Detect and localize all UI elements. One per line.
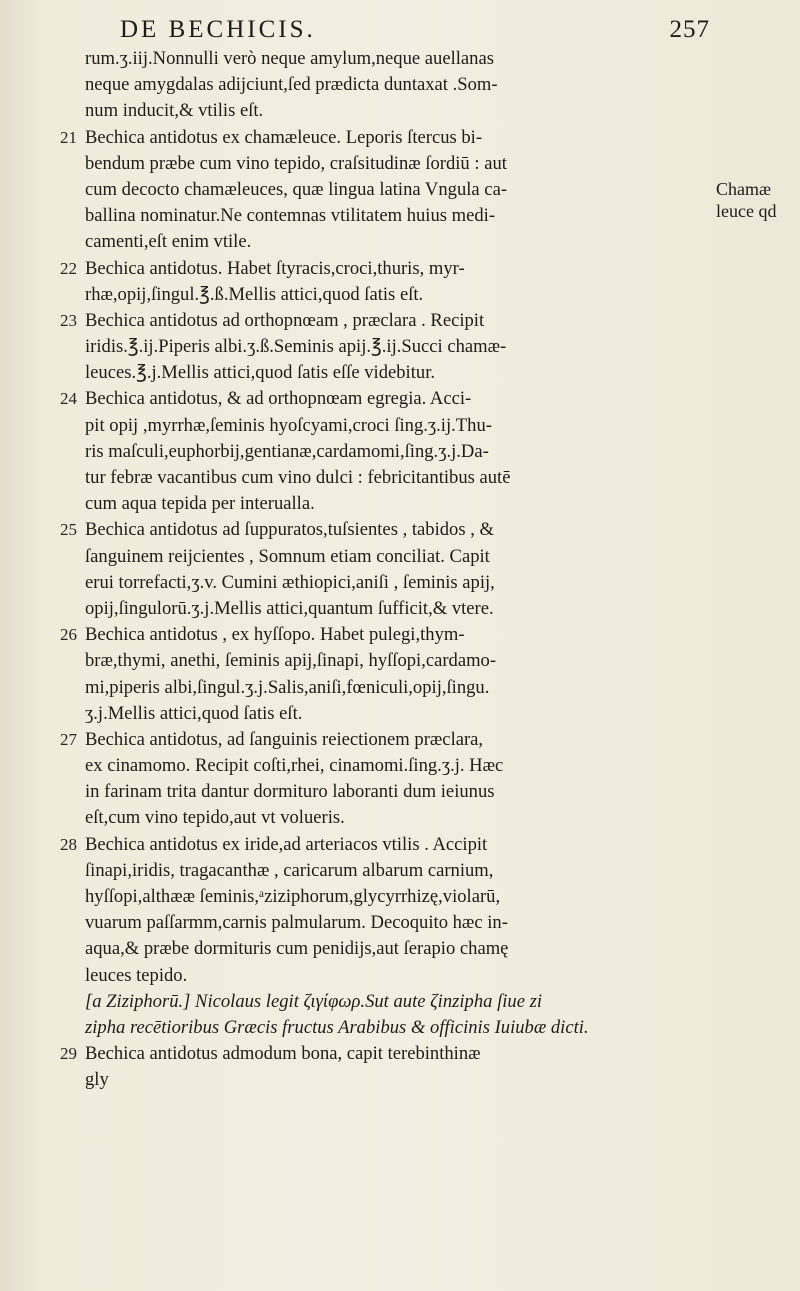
line-text: Bechica antidotus ad orthopnœam , præclara . Recipit <box>85 309 485 331</box>
text-line <box>60 229 710 255</box>
text-line <box>60 805 710 831</box>
text-line <box>60 701 710 727</box>
line-text: Bechica antidotus admodum bona, capit terebinthinæ <box>85 1043 481 1065</box>
line-text: Bechica antidotus ex chamæleuce. Leporis ſtercus bi- <box>85 126 483 148</box>
line-text: ſanguinem reijcientes , Somnum etiam conciliat. Capit <box>85 545 490 567</box>
text-line <box>60 334 710 360</box>
numbered-paragraph-start <box>60 1041 710 1067</box>
text-line <box>60 989 710 1015</box>
paragraph-number: 26 <box>60 625 77 645</box>
paragraph-number: 25 <box>60 520 77 540</box>
numbered-paragraph-start <box>60 256 710 282</box>
line-text: leuces.℥.j.Mellis attici,quod ſatis eſſe videbitur. <box>85 362 436 384</box>
text-line <box>60 963 710 989</box>
line-text: Bechica antidotus. Habet ſtyracis,croci,thuris, myr- <box>85 257 465 279</box>
text-line <box>60 439 710 465</box>
numbered-paragraph-start <box>60 832 710 858</box>
numbered-paragraph-start <box>60 727 710 753</box>
paragraph-number: 28 <box>60 834 77 854</box>
line-text: Bechica antidotus ad ſuppuratos,tuſsientes , tabidos , & <box>85 519 494 541</box>
line-text: Bechica antidotus, ad ſanguinis reiectionem præclara, <box>85 728 484 750</box>
main-text-block <box>60 46 710 1094</box>
line-text: tur febræ vacantibus cum vino dulci : febricitantibus autē <box>85 467 511 488</box>
line-text: neque amygdalas adijciunt,ſed prædicta duntaxat .Som- <box>85 74 498 96</box>
line-text: ex cinamomo. Recipit coſti,rhei, cinamomi.ſing.ʒ.j. Hæc <box>85 755 504 777</box>
text-line <box>60 936 710 962</box>
line-text: rhæ,opij,ſingul.℥.ß.Mellis attici,quod ſatis eſt. <box>85 283 424 305</box>
text-line <box>60 72 710 98</box>
line-text: bendum præbe cum vino tepido, craſsitudinæ ſordiū : aut <box>85 152 507 174</box>
line-text: cum decocto chamæleuces, quæ lingua latina Vngula ca- <box>85 178 508 200</box>
line-text: rum.ʒ.iij.Nonnulli verò neque amylum,neque auellanas <box>85 48 494 69</box>
line-text: ballina nominatur.Ne contemnas vtilitatem huius medi- <box>85 205 496 227</box>
paragraph-number: 21 <box>60 127 77 147</box>
line-text: erui torrefacti,ʒ.v. Cumini æthiopici,aniſi , ſeminis apij, <box>85 571 495 593</box>
line-text: Bechica antidotus, & ad orthopnœam egregia. Acci- <box>85 388 472 410</box>
text-line <box>60 858 710 884</box>
text-line <box>60 46 710 72</box>
text-line <box>60 544 710 570</box>
line-text: in farinam trita dantur dormituro laboranti dum ieiunus <box>85 781 495 803</box>
text-line <box>60 779 710 805</box>
paragraph-number: 22 <box>60 258 77 278</box>
numbered-paragraph-start <box>60 308 710 334</box>
line-text: gly <box>85 1069 109 1091</box>
line-text: aqua,& præbe dormituris cum penidijs,aut ſerapio chamę <box>85 938 509 960</box>
paragraph-number: 27 <box>60 729 77 749</box>
text-line <box>60 648 710 674</box>
marginal-note <box>716 178 796 222</box>
line-text: camenti,eſt enim vtile. <box>85 231 252 253</box>
text-line <box>60 570 710 596</box>
text-line <box>60 282 710 308</box>
line-text: pit opij ,myrrhæ,ſeminis hyoſcyami,croci ſing.ʒ.ij.Thu- <box>85 414 492 436</box>
text-line <box>60 596 710 622</box>
line-text: Bechica antidotus ex iride,ad arteriacos vtilis . Accipit <box>85 833 488 855</box>
text-line <box>60 177 710 203</box>
line-text: hyſſopi,althææ ſeminis,ᵃziziphorum,glycyrrhizę,violarū, <box>85 886 501 907</box>
text-line <box>60 98 710 124</box>
numbered-paragraph-start <box>60 517 710 543</box>
text-line <box>60 360 710 386</box>
line-text: leuces tepido. <box>85 964 188 986</box>
text-line <box>60 1067 710 1093</box>
line-text: bræ,thymi, anethi, ſeminis apij,ſinapi, hyſſopi,cardamo- <box>85 650 497 672</box>
page-number: 257 <box>669 16 710 43</box>
text-line <box>60 203 710 229</box>
numbered-paragraph-start <box>60 125 710 151</box>
paragraph-number: 29 <box>60 1044 77 1064</box>
line-text: ris maſculi,euphorbij,gentianæ,cardamomi,ſing.ʒ.j.Da- <box>85 440 489 462</box>
line-text: zipha recētioribus Græcis fructus Arabibus & officinis Iuiubæ dicti. <box>85 1016 589 1038</box>
paragraph-number: 24 <box>60 389 77 409</box>
line-text: ʒ.j.Mellis attici,quod ſatis eſt. <box>85 702 303 724</box>
numbered-paragraph-start <box>60 386 710 412</box>
text-line <box>60 910 710 936</box>
marginal-note-line: leuce qd <box>716 201 777 221</box>
text-line <box>60 465 710 491</box>
line-text: Bechica antidotus , ex hyſſopo. Habet pulegi,thym- <box>85 624 465 646</box>
running-title: DE BECHICIS. <box>120 16 316 43</box>
paragraph-number: 23 <box>60 310 77 330</box>
text-line <box>60 884 710 910</box>
text-line <box>60 151 710 177</box>
marginal-note-line: Chamæ <box>716 179 772 199</box>
line-text: num inducit,& vtilis eſt. <box>85 100 264 122</box>
line-text: [a Ziziphorū.] Nicolaus legit ζιγίφωρ.Sut aute ζinzipha ſiue zi <box>85 990 543 1012</box>
line-text: ſinapi,iridis, tragacanthæ , caricarum albarum carnium, <box>85 859 494 881</box>
line-text: opij,ſingulorū.ʒ.j.Mellis attici,quantum ſufficit,& vtere. <box>85 597 494 619</box>
line-text: mi,piperis albi,ſingul.ʒ.j.Salis,aniſi,fœniculi,opij,ſingu. <box>85 676 490 698</box>
line-text: iridis.℥.ij.Piperis albi.ʒ.ß.Seminis apij.℥.ij.Succi chamæ- <box>85 336 507 358</box>
text-line <box>60 413 710 439</box>
line-text: eſt,cum vino tepido,aut vt volueris. <box>85 807 345 829</box>
text-line <box>60 675 710 701</box>
text-line <box>60 753 710 779</box>
line-text: vuarum paſſarmm,carnis palmularum. Decoquito hæc in- <box>85 912 508 934</box>
line-text: cum aqua tepida per interualla. <box>85 493 315 515</box>
numbered-paragraph-start <box>60 622 710 648</box>
text-line <box>60 491 710 517</box>
text-line <box>60 1015 710 1041</box>
